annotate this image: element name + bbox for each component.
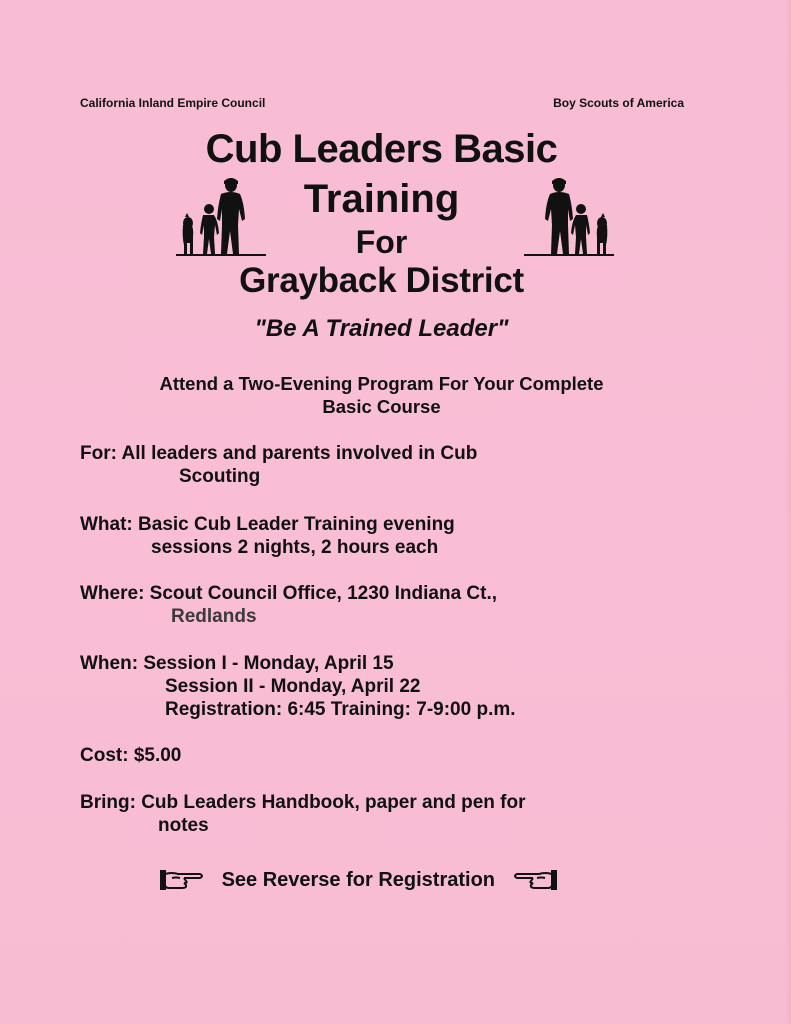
council-name: California Inland Empire Council	[80, 96, 266, 110]
when-line-1: When: Session I - Monday, April 15	[80, 653, 394, 674]
organization-name: Boy Scouts of America	[553, 96, 684, 110]
when-line-3: Registration: 6:45 Training: 7-9:00 p.m.	[165, 699, 516, 720]
title-line-1: Cub Leaders Basic	[205, 127, 558, 171]
leader-child-dog-silhouette-icon	[524, 175, 614, 260]
where-line-1: Where: Scout Council Office, 1230 Indiana Ct.,	[80, 583, 498, 604]
what-line-1: What: Basic Cub Leader Training evening	[80, 514, 455, 535]
program-subhead-line-2: Basic Course	[322, 396, 441, 417]
see-reverse-note	[160, 868, 620, 896]
pointing-hand-right-icon	[160, 868, 206, 892]
where-line-2: Redlands	[171, 606, 257, 627]
for-line-2: Scouting	[179, 466, 261, 487]
for-line-1: For: All leaders and parents involved in Cub	[80, 443, 478, 464]
bring-line-2: notes	[158, 815, 209, 836]
pointing-hand-left-icon	[511, 868, 557, 892]
what-line-2: sessions 2 nights, 2 hours each	[151, 537, 439, 558]
slogan: "Be A Trained Leader"	[254, 315, 509, 342]
see-reverse-text: See Reverse for Registration	[221, 868, 495, 891]
leader-child-dog-silhouette-icon	[176, 175, 266, 260]
paper-edge	[785, 0, 791, 1024]
title-line-4: Grayback District	[239, 261, 524, 300]
cost-line: Cost: $5.00	[80, 745, 182, 766]
when-line-2: Session II - Monday, April 22	[165, 676, 421, 697]
title-line-2: Training	[303, 177, 460, 221]
title-line-3: For	[355, 224, 408, 260]
program-subhead-line-1: Attend a Two-Evening Program For Your Complete	[159, 373, 604, 394]
bring-line-1: Bring: Cub Leaders Handbook, paper and pen for	[80, 792, 526, 813]
